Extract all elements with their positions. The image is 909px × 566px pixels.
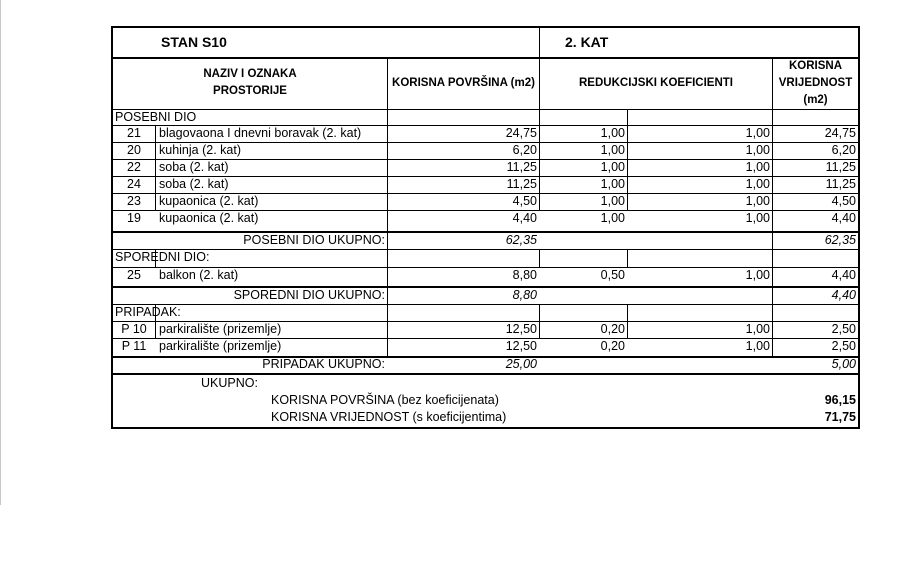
room-name: kupaonica (2. kat): [159, 194, 259, 208]
room-coef-2: 1,00: [745, 268, 770, 282]
room-name: parkiralište (prizemlje): [159, 322, 282, 336]
section-title: SPOREDNI DIO:: [115, 250, 210, 264]
section-total-value: 5,00: [831, 357, 856, 371]
room-value: 6,20: [831, 143, 856, 157]
room-coef-1: 1,00: [600, 143, 625, 157]
section-title: POSEBNI DIO: [115, 110, 197, 124]
rule: [113, 109, 858, 110]
room-value: 2,50: [831, 322, 856, 336]
rule: [113, 373, 858, 375]
summary-value-value: 71,75: [824, 410, 856, 424]
room-area: 4,40: [512, 211, 537, 225]
room-name: kuhinja (2. kat): [159, 143, 241, 157]
room-id: 24: [127, 177, 141, 191]
room-id: 25: [127, 268, 141, 282]
room-id: 20: [127, 143, 141, 157]
room-value: 4,50: [831, 194, 856, 208]
room-id: P 10: [121, 322, 147, 336]
room-value: 2,50: [831, 339, 856, 353]
room-value: 11,25: [825, 160, 856, 174]
section-total-area: 8,80: [512, 288, 537, 302]
section-total-label: POSEBNI DIO UKUPNO:: [243, 233, 385, 247]
room-coef-2: 1,00: [745, 143, 770, 157]
room-coef-1: 0,50: [600, 268, 625, 282]
room-name: soba (2. kat): [159, 177, 229, 191]
column-header-name: [113, 66, 387, 100]
room-area: 12,50: [505, 322, 537, 336]
room-coef-2: 1,00: [745, 339, 770, 353]
room-coef-2: 1,00: [745, 194, 770, 208]
room-name: parkiralište (prizemlje): [159, 339, 282, 353]
column-header-coefficients: REDUKCIJSKI KOEFICIENTI: [579, 77, 733, 89]
room-name: balkon (2. kat): [159, 268, 239, 282]
column-header-value-line3: (m2): [803, 94, 828, 106]
apartment-label: STAN S10: [161, 34, 227, 50]
section-total-area: 62,35: [505, 233, 537, 247]
room-coef-2: 1,00: [745, 211, 770, 225]
room-coef-1: 0,20: [600, 322, 625, 336]
room-coef-1: 1,00: [600, 177, 625, 191]
room-coef-1: 1,00: [600, 126, 625, 140]
room-coef-1: 1,00: [600, 160, 625, 174]
summary-area-label: KORISNA POVRŠINA (bez koeficijenata): [271, 393, 499, 407]
section-total-value: 4,40: [831, 288, 856, 302]
rule: [113, 304, 858, 305]
room-area: 8,80: [512, 268, 537, 282]
rule: [155, 125, 156, 210]
area-calculation-table: [111, 26, 860, 429]
room-coef-1: 1,00: [600, 211, 625, 225]
room-id: 22: [127, 160, 141, 174]
room-area: 6,20: [512, 143, 537, 157]
rule: [539, 28, 540, 57]
summary-area-value: 96,15: [824, 393, 856, 407]
room-coef-2: 1,00: [745, 177, 770, 191]
column-header-name-line1: NAZIV I OZNAKA: [203, 68, 297, 80]
column-header-name-line2: PROSTORIJE: [213, 85, 287, 97]
rule: [539, 249, 540, 267]
room-id: 19: [127, 211, 141, 225]
room-area: 12,50: [505, 339, 537, 353]
room-area: 24,75: [505, 126, 537, 140]
column-header-value-line1: KORISNA: [788, 60, 843, 72]
summary-label: UKUPNO:: [201, 376, 258, 390]
summary-value-label: KORISNA VRIJEDNOST (s koeficijentima): [271, 410, 507, 424]
section-total-value: 62,35: [824, 233, 856, 247]
rule: [113, 249, 858, 250]
room-area: 11,25: [506, 160, 537, 174]
room-coef-1: 1,00: [600, 194, 625, 208]
floor-label: 2. KAT: [565, 34, 609, 50]
room-id: P 11: [121, 339, 147, 353]
column-header-value: [773, 58, 858, 109]
section-total-label: PRIPADAK UKUPNO:: [262, 357, 385, 371]
room-coef-2: 1,00: [745, 160, 770, 174]
room-id: 21: [127, 126, 141, 140]
section-total-area: 25,00: [505, 357, 537, 371]
rule: [627, 249, 628, 267]
room-name: blagovaona I dnevni boravak (2. kat): [159, 126, 362, 140]
page-edge-line: [0, 0, 1, 505]
room-name: kupaonica (2. kat): [159, 211, 259, 225]
column-header-value-line2: VRIJEDNOST: [778, 77, 853, 89]
rule: [113, 57, 858, 59]
room-value: 4,40: [831, 211, 856, 225]
room-coef-2: 1,00: [745, 126, 770, 140]
section-title: PRIPADAK:: [115, 305, 181, 319]
room-value: 4,40: [831, 268, 856, 282]
room-id: 23: [127, 194, 141, 208]
room-value: 24,75: [824, 126, 856, 140]
room-coef-2: 1,00: [745, 322, 770, 336]
room-area: 4,50: [512, 194, 537, 208]
room-value: 11,25: [825, 177, 856, 191]
room-name: soba (2. kat): [159, 160, 229, 174]
room-area: 11,25: [506, 177, 537, 191]
column-header-area: KORISNA POVRŠINA (m2): [392, 77, 535, 89]
section-total-label: SPOREDNI DIO UKUPNO:: [233, 288, 385, 302]
room-coef-1: 0,20: [600, 339, 625, 353]
